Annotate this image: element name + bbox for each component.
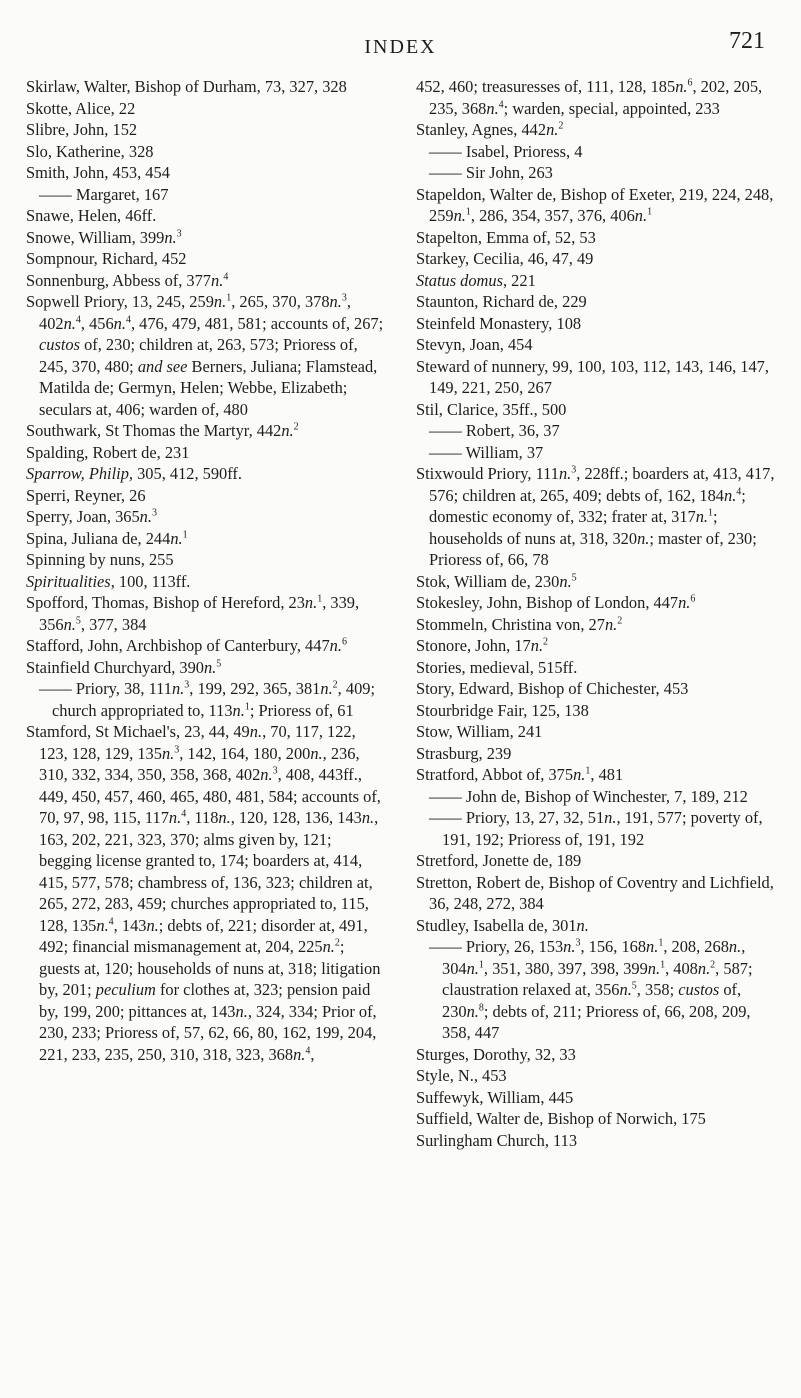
index-entry: Stow, William, 241 [416,722,543,741]
index-entry: Story, Edward, Bishop of Chichester, 453 [416,679,689,698]
page-title: INDEX [364,36,437,58]
index-subentry: —— Sir John, 263 [429,163,553,182]
index-entry: Stretton, Robert de, Bishop of Coventry and Lichfield, 36, 248, 272, 384 [416,872,774,913]
index-entry: Slibre, John, 152 [26,120,138,139]
index-entry: Slo, Katherine, 328 [26,141,154,161]
index-entry: Suffield, Walter de, Bishop of Norwich, 175 [416,1109,706,1128]
index-subentry: —— Priory, 13, 27, 32, 51n., 191, 577; poverty of, 191, 192; Prioress of, 191, 192 [429,808,763,849]
index-entry: Stretford, Jonette de, 189 [416,851,582,870]
index-entry: Skotte, Alice, 22 [26,98,136,118]
index-entry: Stapeldon, Walter de, Bishop of Exeter, 219, 224, 248, 259n.$^1$, 286, 354, 357, 376, 406n.$^1$ [416,184,774,225]
index-entry: Stixwould Priory, 111n.$^3$, 228ff.; boarders at, 413, 417, 576; children at, 265, 409; debts of, 162, 184n.$^4$; domestic economy of, 332; frater at, 317n.$^1$; households of nuns at, 318, 320n.; master of, 230; Prioress of, 66, 78 [416,464,775,569]
index-entry: Staunton, Richard de, 229 [416,292,587,311]
index-entry: Steward of nunnery, 99, 100, 103, 112, 143, 146, 147, 149, 221, 250, 267 [416,356,769,397]
index-subentry: —— Margaret, 167 [39,184,169,204]
index-entry: Spofford, Thomas, Bishop of Hereford, 23n.$^1$, 339, 356n.$^5$, 377, 384 [26,593,360,634]
index-entry: Smith, John, 453, 454 [26,163,170,182]
index-entry: Stories, medieval, 515ff. [416,657,578,677]
index-entry: Stainfield Churchyard, 390n.$^5$ [26,657,222,677]
index-entry: Spinning by nuns, 255 [26,550,174,569]
index-entry: Sperry, Joan, 365n.$^3$ [26,507,157,526]
index-subentry: —— Isabel, Prioress, 4 [429,141,583,161]
index-entry: Strasburg, 239 [416,743,512,763]
index-entry: Stil, Clarice, 35ff., 500 [416,399,567,419]
page-number: 721 [729,28,765,54]
index-entry: Sperri, Reyner, 26 [26,485,146,505]
index-entry: Stok, William de, 230n.$^5$ [416,571,577,591]
index-entry: Stratford, Abbot of, 375n.$^1$, 481 [416,765,624,784]
index-entry: Stommeln, Christina von, 27n.$^2$ [416,614,623,634]
index-entry: Sompnour, Richard, 452 [26,249,187,268]
index-entry: Southwark, St Thomas the Martyr, 442n.$^2$ [26,421,299,440]
index-entry: 452, 460; treasuresses of, 111, 128, 185n.$^6$, 202, 205, 235, 368n.$^4$; warden, special, appointed, 233 [416,77,763,118]
index-entry: Sopwell Priory, 13, 245, 259n.$^1$, 265, 370, 378n.$^3$, 402n.$^4$, 456n.$^4$, 476, 479, 481, 581; accounts of, 267; custos of, 230; children at, 263, 573; Prioress of, 245, 370, 480; and see Berners, Juliana; Flamstead, Matilda de; Germyn, Helen; Webbe, Elizabeth; seculars at, 406; warden of, 480 [26,292,384,419]
index-entry: Sturges, Dorothy, 32, 33 [416,1044,576,1064]
index-entry: Snawe, Helen, 46ff. [26,206,157,225]
index-subentry: —— William, 37 [429,442,544,462]
index-entry: Steinfeld Monastery, 108 [416,313,582,333]
index-entry: Snowe, William, 399n.$^3$ [26,227,182,247]
index-entry: Status domus, 221 [416,270,536,290]
index-entry: Spalding, Robert de, 231 [26,442,190,462]
index-entry: Skirlaw, Walter, Bishop of Durham, 73, 327, 328 [26,77,347,96]
index-column-left [26,76,388,1065]
index-entry: Sparrow, Philip, 305, 412, 590ff. [26,464,242,483]
index-entry: Stafford, John, Archbishop of Canterbury, 447n.$^6$ [26,636,347,655]
index-entry: Sonnenburg, Abbess of, 377n.$^4$ [26,270,229,290]
index-entry: Starkey, Cecilia, 46, 47, 49 [416,249,594,268]
index-entry: Studley, Isabella de, 301n. [416,915,589,935]
index-entry: Stokesley, John, Bishop of London, 447n.$^6$ [416,593,696,612]
index-entry: Style, N., 453 [416,1066,507,1085]
index-entry: Spina, Juliana de, 244n.$^1$ [26,528,188,548]
index-entry: Stapelton, Emma of, 52, 53 [416,227,596,247]
index-entry: Stanley, Agnes, 442n.$^2$ [416,120,564,139]
index-subentry: —— Priory, 38, 111n.$^3$, 199, 292, 365, 381n.$^2$, 409; church appropriated to, 113n.$^1$; Prioress of, 61 [39,679,376,720]
index-entry: Suffewyk, William, 445 [416,1087,574,1107]
index-column-right [416,76,780,1151]
index-entry: Stourbridge Fair, 125, 138 [416,700,589,720]
index-entry: Stonore, John, 17n.$^2$ [416,636,549,655]
index-entry: Stevyn, Joan, 454 [416,335,533,354]
index-subentry: —— Priory, 26, 153n.$^3$, 156, 168n.$^1$, 208, 268n., 304n.$^1$, 351, 380, 397, 398, 399n.$^1$, 408n.$^2$, 587; claustration relaxed at, 356n.$^5$, 358; custos of, 230n.$^8$; debts of, 211; Prioress of, 66, 208, 209, 358, 447 [429,937,753,1042]
index-entry: Spiritualities, 100, 113ff. [26,571,191,591]
index-entry: Surlingham Church, 113 [416,1130,578,1150]
index-entry: Stamford, St Michael's, 23, 44, 49n., 70, 117, 122, 123, 128, 129, 135n.$^3$, 142, 164, 180, 200n., 236, 310, 332, 334, 350, 358, 368, 402n.$^3$, 408, 443ff., 449, 450, 457, 460, 465, 480, 481, 584; accounts of, 70, 97, 98, 115, 117n.$^4$, 118n., 120, 128, 136, 143n., 163, 202, 221, 323, 370; alms given by, 121; begging license granted to, 174; boarders at, 414, 415, 577, 578; chambress of, 136, 323; children at, 265, 272, 283, 459; churches appropriated to, 115, 128, 135n.$^4$, 143n.; debts of, 221; disorder at, 491, 492; financial mismanagement at, 204, 225n.$^2$; guests at, 120; households of nuns at, 318; litigation by, 201; peculium for clothes at, 323; pension paid by, 199, 200; pittances at, 143n., 324, 334; Prior of, 230, 233; Prioress of, 57, 62, 66, 80, 162, 199, 204, 221, 233, 235, 250, 310, 318, 323, 368n.$^4$, [26,722,381,1064]
index-subentry: —— Robert, 36, 37 [429,421,560,440]
index-subentry: —— John de, Bishop of Winchester, 7, 189, 212 [429,786,748,806]
